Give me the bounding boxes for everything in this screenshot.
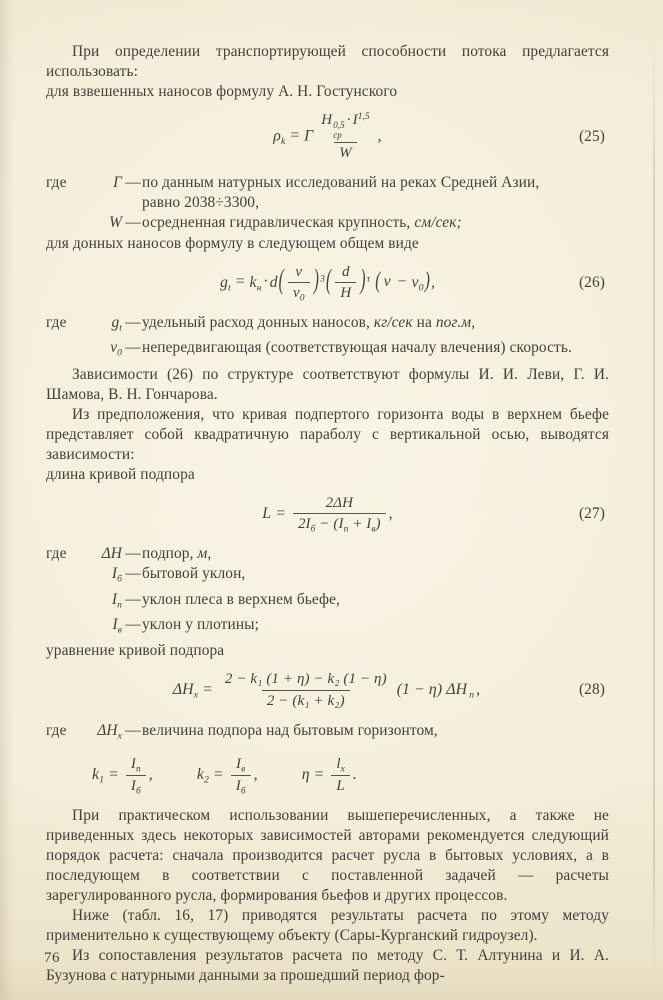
dash: — (125, 213, 141, 231)
equals-sign: = (289, 127, 301, 145)
sym-I: I (366, 516, 372, 533)
sym-delta-hx: $\Delta H_x$ (97, 721, 122, 742)
sym-v0: v (411, 273, 419, 291)
trailing-comma: , (388, 504, 393, 522)
dash: — (125, 721, 141, 739)
fraction-d-H (335, 263, 356, 304)
where-label: где (46, 173, 67, 191)
sym-I-sub-v: в (371, 524, 376, 535)
dash: — (125, 590, 141, 608)
fraction (316, 111, 374, 163)
formula-26-body (220, 263, 435, 304)
equals-sign: = (275, 504, 286, 522)
fraction-denominator (293, 513, 386, 534)
formula-28 (46, 661, 609, 720)
definition-text: величина подпора над бытовым горизонтом, (142, 721, 438, 739)
definition-text: уклон плеса в верхнем бьефе, (142, 590, 340, 608)
sym-k-sub: н (256, 281, 262, 293)
sym-I: I (352, 112, 358, 128)
sym-v: v (383, 273, 391, 291)
definition-row-gamma (46, 173, 609, 213)
paragraph-below-note: Ниже (табл. 16, 17) приводятся результаты расчета по этому методу применительно к существующему объекту (Сары-Курганский гидроузел). (46, 906, 609, 944)
close-paren: ) (360, 265, 366, 296)
close-paren: ) (375, 516, 381, 533)
coef-eta: η = $\frac{l_x}{L}$ . (301, 756, 357, 794)
definition-text (142, 544, 609, 564)
sym-I-v: $I_в$ (112, 615, 122, 636)
paragraph-suspended-formula-intro: для взвешенных наносов формулу А. Н. Гостунского (46, 83, 398, 100)
sym-gamma: Γ (304, 127, 314, 145)
coef-k1: $k_1$ = $\frac{I_п}{I_б}$ , (92, 756, 153, 797)
dash: — (125, 565, 141, 583)
paragraph-equation-label: уравнение кривой подпора (46, 642, 225, 660)
definition-text: непередвигающая (соответствующая началу влечения) скорость. (142, 339, 572, 357)
close-paren: ) (424, 268, 430, 294)
equation-number-28: (28) (578, 681, 605, 699)
sym-I-b: $I_б$ (111, 565, 122, 585)
minus-open-paren: − ( (319, 516, 339, 533)
sym-v0: $v_0$ (110, 339, 122, 359)
definitions-26 (46, 313, 609, 364)
dash: — (125, 615, 141, 633)
definitions-28 (46, 721, 609, 746)
definition-row-ib (46, 564, 609, 589)
open-paren: ( (278, 265, 285, 296)
sym-d: d (269, 273, 278, 291)
sym-rho-sub: k (280, 135, 286, 147)
sym-I-p: $I_п$ (111, 590, 122, 610)
fraction-denominator (334, 142, 357, 163)
sym-I-sub-p: п (343, 524, 349, 535)
paragraph-length-label: длина кривой подпора (46, 465, 195, 483)
sym-g-sub: t (227, 281, 231, 293)
definition-line: подпор, (142, 545, 194, 563)
formula-25 (46, 102, 609, 172)
equation-number-25: (25) (578, 127, 605, 145)
fraction-numerator: d (341, 263, 350, 280)
coef-k2: $k_2$ = $\frac{I_в}{I_б}$ , (196, 756, 258, 797)
definition-text: бытовой уклон, (142, 565, 246, 583)
dash: — (125, 339, 141, 357)
sym-L: L (262, 504, 272, 522)
fraction-denominator: 2 − (k₁ + k₂) (262, 690, 350, 711)
definition-row-iv (46, 615, 609, 640)
unit: см/сек; (414, 213, 462, 231)
equals-sign: = (202, 681, 213, 699)
sym-2I: 2I (297, 516, 311, 533)
formula-tail-sub: п (469, 689, 475, 701)
open-paren: ( (325, 265, 332, 296)
definition-text (142, 313, 609, 333)
definition-line: удельный расход донных наносов, (142, 314, 370, 332)
sym-rho: ρ (273, 127, 281, 145)
formula-26 (46, 254, 609, 313)
definition-line: равно 2038÷3300, (142, 193, 260, 211)
sym-gt: $g_t$ (111, 314, 122, 334)
sym-delta-hx-sub: x (193, 689, 199, 701)
equation-number-26: (26) (578, 273, 605, 291)
plus-sign: + (352, 516, 363, 533)
sym-I-exp: 1,5 (357, 111, 370, 122)
sym-H: H (321, 112, 333, 128)
sym-W: W (339, 144, 352, 161)
sym-H-supsub (333, 120, 345, 141)
sym-H-sub: ср (333, 130, 342, 141)
definition-line: по данным натурных исследований на реках Средней Азии, (142, 173, 540, 191)
definition-line: осредненная гидравлическая крупность, (142, 213, 411, 231)
exponent-tau: τ (366, 273, 371, 285)
fraction (293, 494, 386, 535)
formula-27-body (262, 494, 392, 535)
sym-delta-h: ΔH (101, 545, 122, 563)
fraction-v-v0 (288, 263, 310, 304)
equation-number-27: (27) (578, 504, 605, 522)
fraction-numerator: 2ΔH (325, 494, 354, 511)
fraction (220, 670, 392, 711)
sym-v: v (293, 285, 300, 302)
paragraph-practical: При практическом использовании вышеперечисленных, а также не приведенных здесь некоторых зависимостей авторами рекомендуется следующий порядок расчета: сначала производится расчет русла в бытовых условиях, а в последующем в соответствии с поставленной задачей — расчеты зарегулированного русла, формирования бьефов и других процессов. (46, 806, 609, 904)
sym-v0-sub: 0 (418, 281, 424, 293)
sym-delta-hx: ΔH (172, 681, 194, 699)
paragraph-bed-load-intro: для донных наносов формулу в следующем общем виде (46, 234, 419, 252)
page-number: 76 (44, 950, 60, 966)
unit: пог.м, (435, 314, 476, 332)
paragraph-comparison: Из сопоставления результатов расчета по методу С. Т. Алтунина и И. А. Бузунова с натурными данными за прошедший период фор- (46, 946, 609, 984)
dash: — (125, 314, 141, 332)
definition-row-gt (46, 313, 609, 338)
paragraph-structure-note: Зависимости (26) по структуре соответствуют формулы И. И. Леви, Г. И. Шамова, В. Н. Гончарова. (46, 365, 609, 403)
dash: — (125, 545, 141, 563)
where-label: где (46, 314, 67, 332)
sym-I: I (338, 516, 344, 533)
definition-row-ip (46, 590, 609, 615)
formula-28-body (173, 670, 482, 711)
dot-operator: · (263, 273, 268, 291)
fraction-numerator: v (295, 263, 303, 280)
close-paren: ) (313, 265, 319, 296)
exponent-3: 3 (319, 273, 325, 285)
fraction-numerator: 2 − k₁ (1 + η) − k₂ (1 − η) (224, 671, 387, 688)
coefficient-definitions (46, 747, 609, 802)
sym-gamma: Γ (113, 173, 122, 191)
definition-row-v0 (46, 338, 609, 363)
sym-W: W (109, 213, 122, 231)
definitions-27 (46, 544, 609, 640)
unit: кг/сек (373, 314, 413, 332)
definition-text (142, 213, 609, 233)
equals-sign: = (234, 273, 246, 291)
dash: — (125, 173, 141, 191)
formula-tail: (1 − η) ΔH (396, 681, 468, 699)
sym-H-exp: 0,5 (333, 120, 345, 131)
trailing-comma: , (476, 681, 481, 699)
definition-text (142, 173, 609, 213)
formula-25-body (273, 111, 381, 163)
definition-line: на (416, 314, 432, 332)
definition-text: уклон у плотины; (142, 615, 259, 633)
definition-row-dh (46, 544, 609, 564)
where-label: где (46, 721, 67, 739)
fraction-denominator (288, 282, 310, 303)
trailing-comma: , (431, 273, 436, 291)
paragraph-assumption: Из предположения, что кривая подпертого горизонта воды в верхнем бьефе представляет собой квадратичную параболу с вертикальной осью, выводятся зависимости: (46, 405, 609, 463)
definition-row-dhx (46, 721, 609, 746)
paragraph-intro: При определении транспортирующей способности потока предлагается использовать: (46, 43, 609, 80)
definition-row-w (46, 213, 609, 233)
definitions-25 (46, 173, 609, 233)
fraction-denominator: H (335, 282, 356, 303)
fraction-numerator (316, 111, 374, 142)
sym-g: g (219, 273, 228, 291)
where-label: где (46, 545, 67, 563)
sym-I-sub-b: б (310, 524, 316, 535)
sym-v-sub: 0 (299, 293, 305, 304)
formula-27 (46, 485, 609, 544)
minus-sign: − (396, 273, 408, 291)
open-paren: ( (375, 268, 381, 294)
unit: м, (197, 545, 212, 563)
dot-operator: · (346, 112, 351, 128)
trailing-comma: , (377, 127, 382, 145)
sym-k: k (249, 273, 257, 291)
